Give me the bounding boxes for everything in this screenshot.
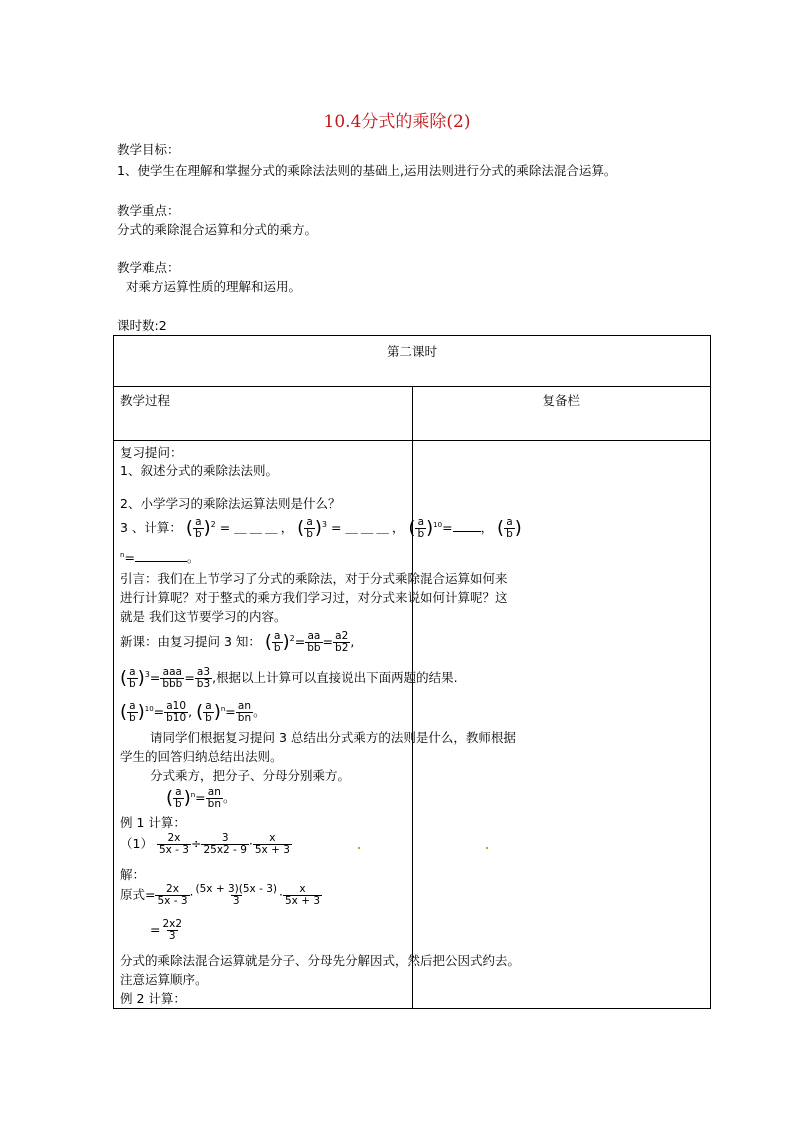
example-1-heading: 例 1 计算： <box>120 815 186 830</box>
power-results-line: ( $\frac{a}{b}$ )$^{10}$= $\frac{a10}{b10}$ , ( $\frac{a}{b}$ )$^n$= $\frac{an}{bn}$ 。 <box>120 700 266 725</box>
fraction-factored-over-3: $\frac{(5x + 3)(5x - 3)}{3}$ <box>195 882 277 907</box>
fraction-aaa-over-bbb: $\frac{\text{aaa}}{\text{bbb}}$ <box>162 666 183 691</box>
goals-item-1: 1、使学生在理解和掌握分式的乘除法法则的基础上,运用法则进行分式的乘除法混合运算。 <box>117 163 617 178</box>
session-cell <box>114 336 711 387</box>
example-2-heading: 例 2 计算： <box>120 991 186 1006</box>
fraction-an-over-bn: $\frac{an}{bn}$ <box>237 700 252 725</box>
newlesson-tail: 根据以上计算可以直接说出下面两题的结果. <box>216 670 458 686</box>
fraction-a-over-b: $\frac{a}{b}$ <box>129 666 136 691</box>
fraction-2x2-over-3: $\frac{2x2}{3}$ <box>162 917 183 942</box>
solution-step-2: = $\frac{2x2}{3}$ <box>150 917 183 942</box>
example-1-label: （1） <box>120 836 153 851</box>
fraction-a10-over-b10: $\frac{a10}{b10}$ <box>166 700 187 725</box>
stray-dot <box>486 847 488 849</box>
difficulties-heading: 教学难点： <box>117 260 180 275</box>
answer-blank: ＿＿＿ <box>345 520 392 536</box>
summary-line-2: 学生的回答归纳总结出法则。 <box>120 749 283 764</box>
newlesson-prefix: 新课：由复习提问 3 知： <box>120 634 261 650</box>
fraction-a-over-b: $\frac{a}{b}$ <box>205 700 212 725</box>
keypoints-heading: 教学重点： <box>117 203 180 218</box>
content-row <box>114 441 711 1009</box>
process-content <box>114 441 522 1008</box>
process-header: 教学过程 <box>120 393 171 408</box>
difficulties-text: 对乘方运算性质的理解和运用。 <box>126 279 302 294</box>
fraction-an-over-bn: $\frac{an}{bn}$ <box>207 786 221 811</box>
fraction-aa-over-bb: $\frac{aa}{bb}$ <box>307 630 321 655</box>
explain-line-2: 注意运算顺序。 <box>120 972 208 987</box>
process-content-cell <box>114 441 522 1009</box>
rule-formula: ( $\frac{a}{b}$ )$^n$= $\frac{an}{bn}$ 。 <box>166 786 236 811</box>
fraction-2x-over-5x-minus-3: $\frac{2x}{5x - 3}$ <box>157 882 188 907</box>
review-item-2: 2、小学学习的乘除法运算法则是什么？ <box>120 496 341 511</box>
fraction-2x-over-5x-minus-3: $\frac{2x}{5x - 3}$ <box>158 831 189 856</box>
notes-header: 复备栏 <box>542 393 580 408</box>
solution-label: 解： <box>120 867 146 882</box>
stray-dot <box>358 847 360 849</box>
session-label: 第二课时 <box>386 344 437 359</box>
header-row <box>114 387 711 441</box>
review-3-prefix: 3 、计算： <box>120 520 182 536</box>
fraction-a-over-b: $\frac{a}{b}$ <box>506 516 513 541</box>
fraction-a2-over-b2: $\frac{a2}{b2}$ <box>335 630 349 655</box>
fraction-a3-over-b3: $\frac{a3}{b3}$ <box>196 666 211 691</box>
lesson-plan-table <box>113 335 711 1009</box>
fraction-a-over-b: $\frac{a}{b}$ <box>306 516 313 541</box>
review-item-3: 3 、计算： ( $\frac{a}{b}$ )$^2$ = ＿＿＿， ( $\frac{a}{b}$ )$^3$ = ＿＿＿， ( $\frac{a}{b}$ )$^{10}$= ， ( $\frac{a}{b}$ ) <box>120 516 522 541</box>
keypoints-text: 分式的乘除混合运算和分式的乘方。 <box>117 222 318 237</box>
review-item-3-cont: $^n$= 。 <box>120 550 200 565</box>
fraction-a-over-b: $\frac{a}{b}$ <box>129 700 136 725</box>
review-heading: 复习提问： <box>120 445 183 460</box>
notes-header-cell <box>412 387 711 441</box>
summary-line-1: 请同学们根据复习提问 3 总结出分式乘方的法则是什么，教师根据 <box>150 730 516 745</box>
explain-line-1: 分式的乘除法混合运算就是分子、分母先分解因式，然后把公因式约去。 <box>120 953 521 968</box>
goals-heading: 教学目标： <box>117 142 180 157</box>
fraction-a-over-b: $\frac{a}{b}$ <box>273 630 281 655</box>
intro-line-2: 进行计算呢？对于整式的乘方我们学习过，对分式来说如何计算呢？这 <box>120 590 508 605</box>
intro-line-3: 就是 我们这节要学习的内容。 <box>120 609 287 624</box>
fraction-a-over-b: $\frac{a}{b}$ <box>194 516 202 541</box>
page-title: 10.4分式的乘除(2) <box>323 112 471 132</box>
cube-line: ( $\frac{a}{b}$ )$^3$= $\frac{\text{aaa}}{\text{bbb}}$ = $\frac{a3}{b3}$ ,根据以上计算可以直接说出下面两题的结果. <box>120 666 458 691</box>
rule-text: 分式乘方，把分子、分母分别乘方。 <box>150 768 351 783</box>
process-header-cell <box>114 387 413 441</box>
answer-blank <box>135 561 187 562</box>
fraction-x-over-5x-plus-3: $\frac{x}{5x + 3}$ <box>284 882 321 907</box>
example-1-problem: （1） $\frac{2x}{5x - 3}$ ÷ $\frac{3}{25x2 - 9}$ · $\frac{x}{5x + 3}$ <box>120 831 290 856</box>
newlesson-line: 新课：由复习提问 3 知： ( $\frac{a}{b}$ )$^2$= $\frac{aa}{bb}$ = $\frac{a2}{b2}$ , <box>120 630 355 655</box>
answer-blank: ＿＿＿ <box>234 520 281 536</box>
fraction-a-over-b: $\frac{a}{b}$ <box>175 786 182 811</box>
solution-step-1: 原式= $\frac{2x}{5x - 3}$ · $\frac{(5x + 3)(5x - 3)}{3}$ · $\frac{x}{5x + 3}$ <box>120 882 321 907</box>
answer-blank <box>453 531 481 532</box>
review-item-1: 1、叙述分式的乘除法法则。 <box>120 463 278 478</box>
intro-line-1: 引言：我们在上节学习了分式的乘除法，对于分式乘除混合运算如何来 <box>120 571 508 586</box>
session-row <box>114 336 711 387</box>
original-label: 原式= <box>120 887 156 902</box>
fraction-x-over-5x-plus-3: $\frac{x}{5x + 3}$ <box>254 831 290 856</box>
fraction-a-over-b: $\frac{a}{b}$ <box>417 516 425 541</box>
hours-label: 课时数:2 <box>117 318 167 333</box>
fraction-3-over-25x2-minus-9: $\frac{3}{25x2 - 9}$ <box>203 831 247 856</box>
